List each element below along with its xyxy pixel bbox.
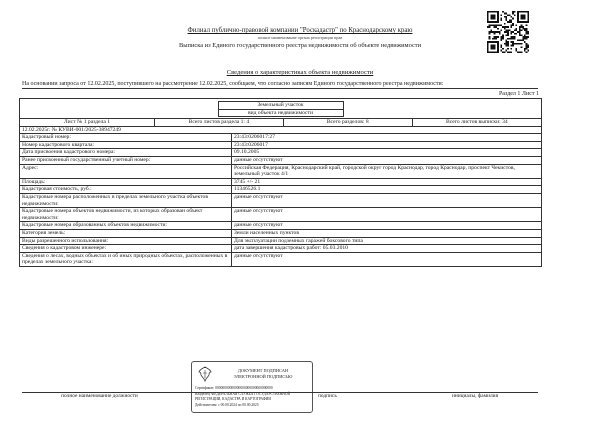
table-row — [20, 134, 542, 142]
field-value: Российская Федерация, Краснодарский край, городской округ город Краснодар, город Краснодар, проспект Чекистов, земельный участок 4/1 — [232, 164, 542, 178]
e-signature-stamp — [191, 361, 313, 413]
table-row — [20, 237, 542, 245]
field-label: Кадастровая стоимость, руб.: — [20, 186, 232, 194]
table-row — [20, 208, 542, 222]
field-label: Виды разрешенного использования: — [20, 237, 232, 245]
field-label: Кадастровые номера расположенных в пределах земельного участка объектов недвижимости: — [20, 193, 232, 207]
field-value: данные отсутствуют — [232, 193, 542, 207]
table-row — [20, 229, 542, 237]
field-value: дата завершения кадастровых работ: 05.03.2010 — [232, 245, 542, 253]
object-type-row — [20, 99, 542, 119]
field-label: Сведения о кадастровом инженере: — [20, 245, 232, 253]
field-label: Категория земель: — [20, 229, 232, 237]
field-value: 11346526.1 — [232, 186, 542, 194]
field-label: Кадастровые номера объектов недвижимости, из которых образован объект недвижимости: — [20, 208, 232, 222]
field-value: 23:43:0206017 — [232, 141, 542, 149]
field-label: Ранее присвоенный государственный учетный номер: — [20, 156, 232, 164]
section-title: Сведения о характеристиках объекта недвижимости — [226, 69, 374, 76]
section-sheet-ref: Раздел 1 Лист 1 — [498, 91, 539, 97]
initials-caption: инициалы, фамилия — [451, 393, 499, 399]
field-value: данные отсутствуют — [232, 252, 542, 266]
request-basis: На основании запроса от 12.02.2025, поступившего на рассмотрение 12.02.2025, сообщаем, что согласно записям Единого государственного реестра недвижимости: — [22, 81, 444, 87]
stamp-certificate: Сертификат: 00000000000000000000000000000000 — [195, 386, 273, 390]
table-row — [20, 252, 542, 266]
sheet-info-row — [20, 119, 542, 127]
field-value: Для эксплуатации подземных гаражей боксового типа — [232, 237, 542, 245]
object-type-caption: вид объекта недвижимости — [219, 109, 343, 117]
sign-caption: подпись — [318, 393, 337, 399]
total-sheets-section: Всего листов раздела 1: 4 — [155, 119, 284, 126]
document-reference: 12.02.2025г. № КУВИ-001/2025-38947249 — [20, 126, 542, 134]
emblem-icon — [198, 366, 212, 382]
table-row — [20, 156, 542, 164]
total-sheets-extract: Всего листов выписки: 34 — [445, 119, 508, 125]
field-value: данные отсутствуют — [232, 208, 542, 222]
table-row — [20, 178, 542, 186]
stamp-line-2: ЭЛЕКТРОННОЙ ПОДПИСЬЮ — [233, 373, 293, 379]
field-label: Кадастровые номера образованных объектов недвижимости: — [20, 222, 232, 230]
field-value: данные отсутствуют — [232, 156, 542, 164]
organization-name: Филиал публично-правовой компании "Роскадастр" по Краснодарскому краю — [187, 27, 413, 34]
extract-table — [19, 98, 542, 267]
field-label: Сведения о лесах, водных объектах и об иных природных объектах, расположенных в пределах земельного участка: — [20, 252, 232, 266]
table-row — [20, 186, 542, 194]
position-caption: полное наименование должности — [61, 393, 138, 399]
field-label: Дата присвоения кадастрового номера: — [20, 149, 232, 157]
table-row — [20, 222, 542, 230]
stamp-line-1: ДОКУМЕНТ ПОДПИСАН — [237, 368, 289, 373]
extract-title: Выписка из Единого государственного реестра недвижимости об объекте недвижимости — [178, 42, 421, 49]
table-row — [20, 141, 542, 149]
doc-ref-row — [20, 126, 542, 134]
object-type: Земельный участок — [257, 102, 304, 108]
field-label: Кадастровый номер: — [20, 134, 232, 142]
table-row — [20, 164, 542, 178]
table-row — [20, 193, 542, 207]
header-divider — [22, 88, 538, 89]
stamp-owner-cont: РЕГИСТРАЦИИ, КАДАСТРА И КАРТОГРАФИИ — [195, 397, 271, 401]
field-label: Площадь: — [20, 178, 232, 186]
table-row — [20, 245, 542, 253]
field-value: 09.10.2005 — [232, 149, 542, 157]
field-value: 3745 +/- 21 — [232, 178, 542, 186]
field-value: данные отсутствуют — [232, 222, 542, 230]
field-value: Земли населенных пунктов — [232, 229, 542, 237]
stamp-owner: Владелец: ФЕДЕРАЛЬНАЯ СЛУЖБА ГОСУДАРСТВЕННОЙ — [195, 391, 291, 396]
organization-caption: полное наименование органа регистрации прав — [257, 35, 343, 40]
field-value: 23:43:0206017:27 — [232, 134, 542, 142]
stamp-validity: Действителен: с 00.00.2024 по 00.00.2025 — [195, 402, 259, 407]
sheet-number: Лист № 1 раздела 1 — [20, 119, 155, 126]
total-sections: Всего разделов: 8 — [283, 119, 412, 126]
field-label: Адрес: — [20, 164, 232, 178]
table-row — [20, 149, 542, 157]
field-label: Номер кадастрового квартала: — [20, 141, 232, 149]
